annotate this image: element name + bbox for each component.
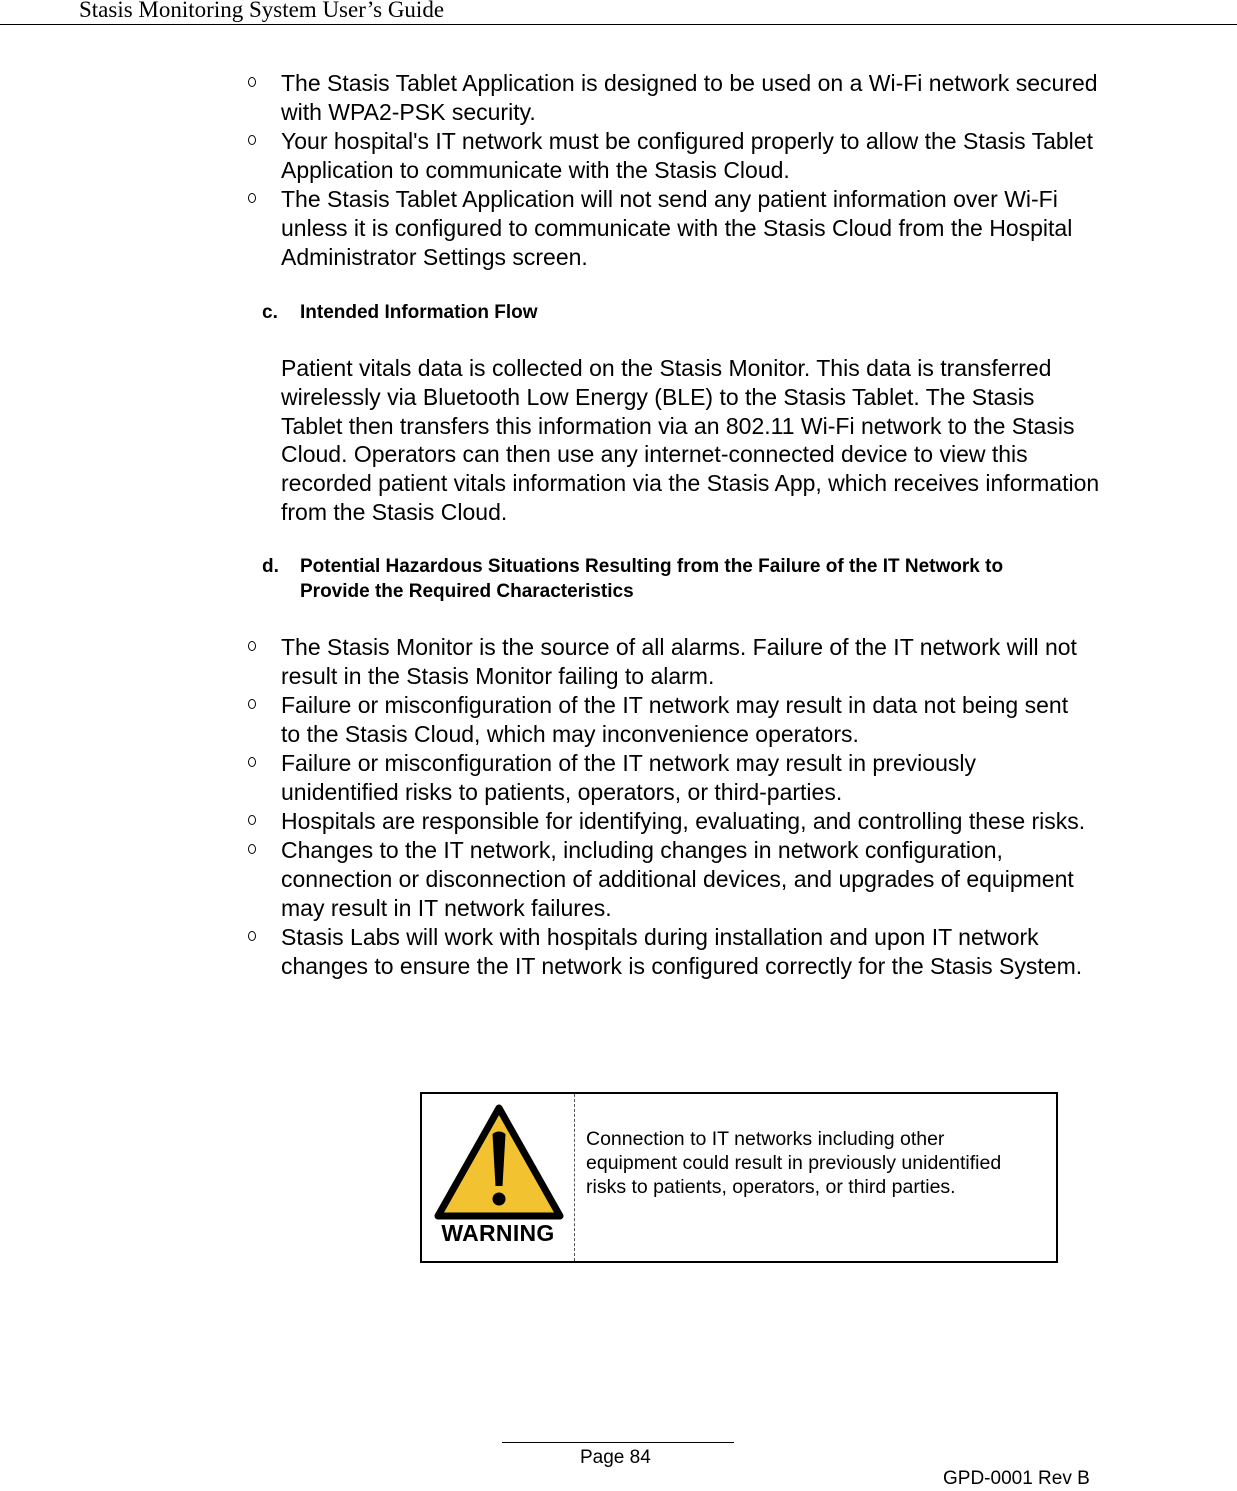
section-letter: c. [262,302,278,323]
list-item: The Stasis Tablet Application is designed to be used on a Wi-Fi network secured with WPA2-PSK security. [248,69,1118,127]
list-item: Stasis Labs will work with hospitals during installation and upon IT network changes to ensure the IT network is configured correctly for the Stasis System. [248,923,1118,981]
document-id: GPD-0001 Rev B [943,1468,1090,1489]
warning-icon-cell [422,1094,575,1261]
warning-callout [420,1092,1058,1263]
list-item: The Stasis Tablet Application will not send any patient information over Wi-Fi unless it is configured to communicate with the Stasis Cloud from the Hospital Administrator Settings screen. [248,185,1118,272]
list-item: Changes to the IT network, including changes in network configuration, connection or disconnection of additional devices, and upgrades of equipment may result in IT network failures. [248,836,1118,923]
list-item: Failure or misconfiguration of the IT network may result in previously unidentified risks to patients, operators, or third-parties. [248,749,1118,807]
section-title: Potential Hazardous Situations Resulting from the Failure of the IT Network to Provide the Required Characteristics [300,556,1004,602]
bullet-circle-icon [248,193,256,203]
hazard-list [248,633,1118,981]
warning-label: WARNING [441,1220,555,1246]
warning-text: Connection to IT networks including other equipment could result in previously unidentified risks to patients, operators, or third parties. [586,1128,1002,1198]
bullet-circle-icon [248,844,256,854]
section-heading-c [262,300,1102,325]
bullet-circle-icon [248,77,256,87]
list-item: Hospitals are responsible for identifying, evaluating, and controlling these risks. [248,807,1118,836]
bullet-circle-icon [248,135,256,145]
page-header [0,0,1237,25]
list-item: Failure or misconfiguration of the IT network may result in data not being sent to the Stasis Cloud, which may inconvenience operators. [248,691,1118,749]
list-item: Your hospital's IT network must be configured properly to allow the Stasis Tablet Application to communicate with the Stasis Cloud. [248,127,1118,185]
list-item: The Stasis Monitor is the source of all alarms. Failure of the IT network will not result in the Stasis Monitor failing to alarm. [248,633,1118,691]
section-letter: d. [262,556,279,577]
section-heading-d [262,554,1042,604]
footer-divider [502,1442,734,1443]
warning-triangle-icon [434,1104,564,1222]
network-requirements-list [248,69,1118,272]
bullet-circle-icon [248,815,256,825]
page-number: Page 84 [580,1447,651,1468]
bullet-circle-icon [248,757,256,767]
bullet-circle-icon [248,931,256,941]
document-title: Stasis Monitoring System User’s Guide [79,0,445,22]
bullet-circle-icon [248,699,256,709]
bullet-circle-icon [248,641,256,651]
section-title: Intended Information Flow [300,302,538,323]
information-flow-paragraph: Patient vitals data is collected on the Stasis Monitor. This data is transferred wirelessly via Bluetooth Low Energy (BLE) to the Stasis Tablet. The Stasis Tablet then transfers this information via an 802.11 Wi-Fi network to the Stasis Cloud. Operators can then use any internet-connected device to view this recorded patient vitals information via the Stasis App, which receives information from the Stasis Cloud. [281,355,1100,525]
